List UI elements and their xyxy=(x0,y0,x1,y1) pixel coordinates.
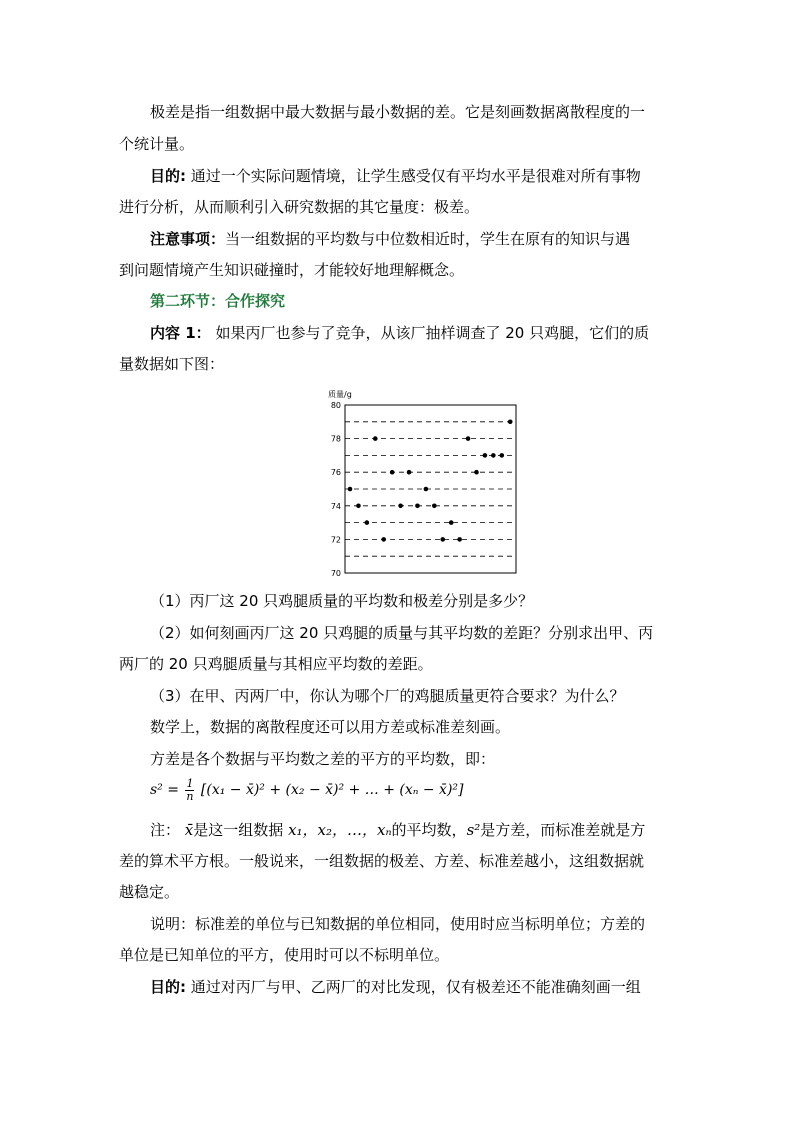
data-point xyxy=(424,487,429,492)
content1-line2: 量数据如下图： xyxy=(119,355,225,373)
paragraph-range-def-line2: 个统计量。 xyxy=(119,135,195,153)
note-text-b: 的平均数， xyxy=(391,821,467,839)
content1-line1 xyxy=(150,323,649,343)
y-tick-label: 80 xyxy=(330,401,341,410)
formula-lhs: s² = xyxy=(150,782,179,798)
y-axis-label: 质量/g xyxy=(328,390,352,399)
variance-definition: 方差是各个数据与平均数之差的平方的平均数，即： xyxy=(150,750,496,768)
paragraph-range-def-line1: 极差是指一组数据中最大数据与最小数据的差。它是刻画数据离散程度的一 xyxy=(150,103,646,121)
data-point xyxy=(407,470,412,475)
data-point xyxy=(398,504,403,509)
data-point xyxy=(483,453,488,458)
note-line2: 差的算术平方根。一般说来，一组数据的极差、方差、标准差越小，这组数据就 xyxy=(119,852,645,870)
note-line3: 越稳定。 xyxy=(119,883,180,901)
fraction-denominator: n xyxy=(186,789,194,803)
formula-body: [(x₁ − x̄)² + (x₂ − x̄)² + … + (xₙ − x̄)²] xyxy=(200,782,464,798)
purpose-label: 目的: xyxy=(150,167,186,185)
question-2-line1: （2）如何刻画丙厂这 20 只鸡腿的质量与其平均数的差距？分别求出甲、丙 xyxy=(150,624,654,642)
data-point xyxy=(432,504,437,509)
y-tick-label: 74 xyxy=(330,501,341,511)
purpose2-label: 目的: xyxy=(150,978,186,996)
explanation-line2: 单位是已知单位的平方，使用时可以不标明单位。 xyxy=(119,946,450,964)
question-1: （1）丙厂这 20 只鸡腿质量的平均数和极差分别是多少？ xyxy=(150,592,534,610)
note-line1 xyxy=(150,820,645,840)
data-point xyxy=(356,504,361,509)
purpose2-text: 通过对丙厂与甲、乙两厂的对比发现，仅有极差还不能准确刻画一组 xyxy=(186,978,641,996)
notes-paragraph-line1 xyxy=(150,229,630,249)
xbar-symbol: x̄ xyxy=(184,821,194,839)
data-point xyxy=(457,537,462,542)
formula-fraction xyxy=(185,778,194,803)
fraction-numerator: 1 xyxy=(186,776,194,790)
question-2-line2: 两厂的 20 只鸡腿质量与其相应平均数的差距。 xyxy=(119,655,433,673)
y-tick-label: 78 xyxy=(330,434,341,444)
purpose-text: 通过一个实际问题情境，让学生感受仅有平均水平是很难对所有事物 xyxy=(186,167,641,185)
y-tick-label: 76 xyxy=(330,468,341,478)
scatter-chart-svg xyxy=(318,383,528,581)
section-title: 第二环节：合作探究 xyxy=(150,292,286,310)
data-point xyxy=(348,487,353,492)
question-3: （3）在甲、丙两厂中，你认为哪个厂的鸡腿质量更符合要求？为什么？ xyxy=(150,687,625,705)
data-point xyxy=(373,436,378,441)
note-label: 注： xyxy=(150,821,181,839)
notes-text: 当一组数据的平均数与中位数相近时，学生在原有的知识与遇 xyxy=(225,230,631,248)
y-tick-label: 70 xyxy=(330,569,341,578)
s2-symbol: s² xyxy=(466,821,481,839)
content1-text: 如果丙厂也参与了竞争，从该厂抽样调查了 20 只鸡腿，它们的质 xyxy=(210,324,650,342)
notes-paragraph-line2: 到问题情境产生知识碰撞时，才能较好地理解概念。 xyxy=(119,261,465,279)
data-point xyxy=(499,453,504,458)
note-text-a: 是这一组数据 xyxy=(193,821,284,839)
notes-label: 注意事项： xyxy=(150,230,226,248)
data-point xyxy=(466,436,471,441)
data-point xyxy=(390,470,395,475)
note-text-c: 是方差，而标准差就是方 xyxy=(480,821,646,839)
data-symbols: x₁，x₂，…，xₙ xyxy=(288,821,392,839)
purpose-paragraph-line2: 进行分析，从而顺利引入研究数据的其它量度：极差。 xyxy=(119,198,480,216)
data-point xyxy=(449,520,454,525)
data-point xyxy=(365,520,370,525)
variance-formula xyxy=(150,776,463,804)
purpose2-line1 xyxy=(150,977,641,997)
content1-label: 内容 1： xyxy=(150,324,211,342)
data-point xyxy=(491,453,496,458)
chicken-leg-weight-chart xyxy=(318,383,528,581)
y-tick-label: 72 xyxy=(330,535,341,545)
explanation-line1: 说明：标准差的单位与已知数据的单位相同，使用时应当标明单位；方差的 xyxy=(150,915,646,933)
data-point xyxy=(508,420,513,425)
data-point xyxy=(415,504,420,509)
data-point xyxy=(474,470,479,475)
dispersion-statement: 数学上，数据的离散程度还可以用方差或标准差刻画。 xyxy=(150,718,511,736)
data-point xyxy=(381,537,386,542)
data-point xyxy=(440,537,445,542)
purpose-paragraph-line1 xyxy=(150,166,641,186)
